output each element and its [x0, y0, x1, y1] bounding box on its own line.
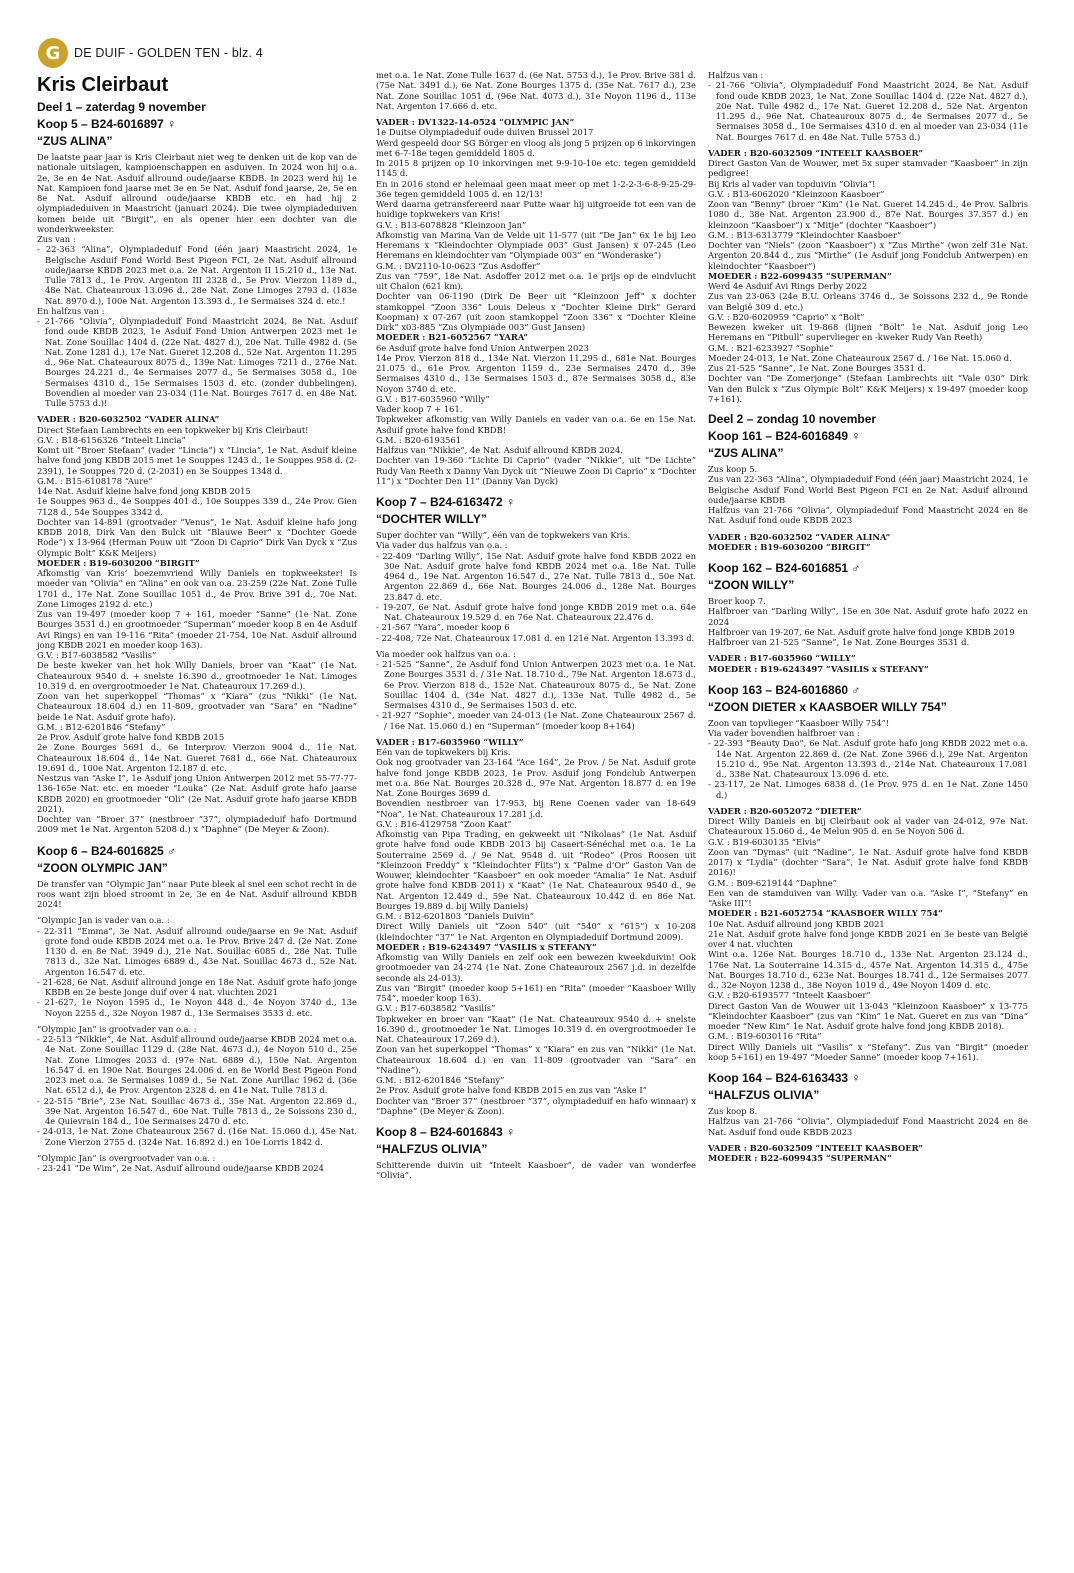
paragraph: 1e Duitse Olympiadeduif oude duiven Brussel 2017: [376, 127, 594, 138]
paragraph: G.M. : B09-6219144 “Daphne”: [708, 877, 837, 888]
paragraph: Zus van “Birgit” (moeder koop 5+161) en “Rita” (moeder “Kaasboer Willy 754”, moeder koop 163).: [376, 982, 696, 1003]
lot-heading: “ZOON WILLY”: [708, 578, 795, 592]
lot-heading: “HALFZUS OLIVIA”: [376, 1142, 488, 1156]
paragraph: G.V. : B17-6035960 “Willy”: [376, 393, 490, 404]
paragraph: Werd daarna getransfereerd naar Putte waar hij uitgroeide tot een van de huidige topkwekers van Kris!: [376, 199, 696, 220]
paragraph: “Olympic Jan” is grootvader van o.a. :: [37, 1023, 197, 1034]
paragraph: Afkomstig van Pipa Trading, en gekweekt uit “Nikolaas” (1e Nat. Asduif grote halve fond oude KBDB 2013 bij Casaert-Sénéchal met o.a. 1e La Souterraine 2569 d. / 9e Nat. 9548 d. uit “Rodeo” (Pros Roosen uit “Kleinzoon Freddy” x “Kleindochter Flits”) x “Palme d’Or” Gaston Van de Wouwer, kleindochter “Kaasboer” en ook moeder “Amalia” 1e Nat. Asduif grote halve fond KBDB 2011) x “Kaat” (1e Nat. Chateauroux 9540 d., 9e Nat. Argenton 12.449 d., 59e Nat. Chateauroux 10.442 d. en 86e Nat. Bourges 19.889 d. bij Willy Daniels): [376, 829, 696, 911]
paragraph: met o.a. 1e Nat. Zone Tulle 1637 d. (6e Nat. 5753 d.), 1e Prov. Brive 381 d. (75e Nat. 3491 d.), 6e Nat. Zone Bourges 1375 d. (35e Nat. 7617 d.), 23e Nat. Zone Souillac 1051 d. (96e Nat. 4073 d.), 31e Noyon 1196 d., 113e Nat. Argenton 17.666 d. etc.: [376, 70, 696, 111]
parent-line: MOEDER : B19-6243497 “VASILIS x STEFANY”: [708, 663, 929, 674]
paragraph: De laatste paar jaar is Kris Cleirbaut niet weg te denken uit de kop van de nationale uitslagen, kampioenschappen en asduiven. In 2024 won hij o.a. 2e, 3e en 4e Nat. Asduif allround oude/jaarse KBDB. In 2023 werd hij 1e Nat. Kampioen fond jaarse met 3e en 5e Nat. Asduif fond jaarse, 2e, 5e en 8e Nat. Asduif allround oude/jaarse KBDB etc. en had hij 2 olympiadeduiven in Maastricht (januari 2024). Die twee olympiadeduiven komen beide uit “Birgit”, en als opener hier een dochter van die wonderkweekster.: [37, 152, 357, 234]
spacer: [37, 835, 357, 841]
paragraph: “Olympic Jan is vader van o.a. :: [37, 915, 170, 926]
lot-heading: Koop 5 – B24-6016897 ♀: [37, 117, 177, 131]
list-item: - 24-013, 1e Nat. Zone Chateauroux 2567 d. (16e Nat. 15.060 d.), 45e Nat. Zone Vierzon 2755 d. (324e Nat. 16.892 d.) en 10e Lorris 1842 d.: [37, 1126, 357, 1147]
paragraph: Direct Willy Daniels uit “Vasilis” x “Stefany”. Zus van “Birgit” (moeder koop 5+161) en 19-497 “Moeder Sanne” (moeder koop 7+161).: [708, 1041, 1028, 1062]
paragraph: De transfer van “Olympic Jan” naar Pute bleek al snel een schot recht in de roos want zijn bloed stroomt in 2e, 3e en 4e Nat. Asduif allround KBDB 2024!: [37, 878, 357, 909]
lot-heading: “ZUS ALINA”: [37, 134, 113, 148]
parent-line: MOEDER : B19-6030200 “BIRGIT”: [37, 557, 200, 568]
list-item: - 21-567 “Yara”, moeder koop 6: [376, 622, 510, 633]
paragraph: Direct Gaston Van de Wouwer uit 13-043 “Kleinzoon Kaasboer” x 13-775 “Kleindochter Kaasboer” (zus van “Kim” 1e Nat. Gueret en zus van “Dina” moeder “New Kim” 1e Nat. Asduif grote halve fond jong KBDB 2018).: [708, 1000, 1028, 1031]
list-item: - 21-766 “Olivia”, Olympiadeduif Fond Maastricht 2024, 8e Nat. Asduif fond oude KBDB 2023, 1e Nat. Zone Souillac 1404 d. (22e Nat. 4827 d.), 20e Nat. Tulle 4982 d., 17e Nat. Gueret 12.208 d., 52e Nat. Argenton 11.295 d., 96e Nat. Chateauroux 8075 d., 4e Sermaises 2077 d., 5e Sermaises 3058 d., 10e Sermaises 4310 d. en al moeder van 23-034 (11e Nat. Bourges 7617 d. en 48e Nat. Tulle 5753 d.): [708, 80, 1028, 142]
paragraph: Nestzus van “Aske I”, 1e Asduif jong Union Antwerpen 2012 met 55-77-77-136-165e Nat. etc. en moeder “Louka” (2e Nat. Asduif grote hafo jaarse KBDB 2020) en grootmoeder “Oli” (2e Nat. Asduif grote hafo jaarse KBDB 2021).: [37, 773, 357, 814]
paragraph: Moeder 24-013, 1e Nat. Zone Chateauroux 2567 d. / 16e Nat. 15.060 d.: [708, 352, 1012, 363]
parent-line: VADER : B20-6032509 “INTEELT KAASBOER”: [708, 1142, 924, 1153]
paragraph: Afkomstig van Kris’ boezemvriend Willy Daniels en topkweekster! Is moeder van “Olivia” en “Alina” en ook van o.a. 23-259 (22e Nat. Zone Tulle 1701 d., 17e Nat. Zone Souillac 1051 d., 4e Prov. Brive 391 d., 70e Nat. Zone Limoges 2192 d. etc.): [37, 568, 357, 609]
paragraph: Afkomstig van Marina Van de Velde uit 11-577 (uit “De Jan” 6x 1e bij Leo Heremans x “Kleindochter Olympiade 003” Gust Jansen) x 07-245 (Leo Heremans en kleindochter van “Olympiade 003” en “Wonderaske”): [376, 229, 696, 261]
parent-line: MOEDER : B19-6030200 “BIRGIT”: [708, 541, 871, 552]
paragraph: Bij Kris al vader van topduivin “Olivia”!: [708, 178, 876, 189]
paragraph: Werd 4e Asduif Avi Rings Derby 2022: [708, 281, 868, 291]
paragraph: 6e Asduif grote halve fond Union Antwerpen 2023: [376, 342, 589, 353]
paragraph: Zus koop 8.: [708, 1106, 758, 1116]
parent-line: VADER : B20-6032502 “VADER ALINA”: [708, 531, 891, 542]
paragraph: G.M. : B13-6313779 “Kleindochter Kaasboer”: [708, 229, 902, 240]
paragraph: Via vader dus halfzus van o.a. :: [376, 540, 508, 551]
paragraph: Werd gespeeld door SG Börger en vloog als jong 5 prijzen op 6 inkorvingen met 6-7-18e tegen gemiddeld 1805 d.: [376, 137, 696, 158]
parent-line: MOEDER : B22-6099435 “SUPERMAN”: [708, 270, 892, 281]
paragraph: Halfzus van 21-766 “Olivia”, Olympiadeduif Fond Maastricht 2024 en 8e Nat. Asduif fond oude KBDB 2023: [708, 1116, 1028, 1137]
paragraph: G.V. : B17-6038582 “Vasilis”: [37, 650, 157, 660]
paragraph: Eén van de topkwekers bij Kris.: [376, 747, 511, 757]
paragraph: Dochter van “Niels” (zoon “Kaasboer”) x “Zus Mirthe” (won zelf 31e Nat. Argenton 20.844 d., zus “Mirthe” (1e Asduif jong Fondclub Antwerpen) en kleindochter “Kaasboer”): [708, 240, 1028, 271]
list-item: - 22-513 “Nikkie”, 4e Nat. Asduif allround oude/jaarse KBDB 2024 met o.a. 4e Nat. Zone Souillac 1129 d. (28e Nat. 4673 d.), 4e Noyon 510 d., 25e Nat. Zone Limoges 2033 d. (97e Nat. 6889 d.), 150e Nat. Argenton 16.547 d. en 190e Nat. Bourges 24.006 d. en 8e World Best Pigeon Fond 2023 met o.a. 3e Sermaises 1089 d., 5e Nat. Zone Aurillac 1962 d. (36e Nat. 6512 d.), 4e Prov. Argenton 2328 d. en 41e Nat. Tulle 7813 d.: [37, 1034, 357, 1096]
paragraph: 1e Souppes 963 d., 4e Souppes 401 d., 10e Souppes 339 d., 24e Prov. Gien 7128 d., 54e Souppes 3342 d.: [37, 496, 357, 517]
paragraph: Zus 21-525 “Sanne”, 1e Nat. Zone Bourges 3531 d.: [708, 363, 926, 373]
paragraph: Zoon van het superkoppel “Thomas” x “Kiara” en zus van “Nikki” (1e Nat. Chateauroux 18.604 d.) en van 11-809 (grootvader van “Sara” en “Nadine”).: [376, 1044, 696, 1075]
lot-heading: Koop 7 – B24-6163472 ♀: [376, 495, 516, 509]
list-item: - 21-766 “Olivia”, Olympiadeduif Fond Maastricht 2024, 8e Nat. Asduif fond oude KBDB 2023, 1e Asduif Fond Union Antwerpen 2023 met 1e Nat. Zone Souillac 1404 d. (22e Nat. 4827 d.), 20e Nat. Tulle 4982 d. (5e Nat. Zone 1281 d.), 17e Nat. Gueret 12.208 d., 52e Nat. Argenton 11.295 d., 96e Nat. Chateauroux 8075 d., 139e Nat. Limoges 7211 d., 276e Nat. Bourges 24.221 d., 4e Sermaises 2077 d., 5e Sermaises 3058 d., 10e Sermaises 4310 d., 15e Sermaises 1503 d. etc. (zonder dubbelingen). Bovendien al moeder van 23-034 (11e Nat. Bourges 7617 d. en 48e Nat. Tulle 5753 d.)!: [37, 316, 357, 408]
paragraph: En in 2016 stond er helemaal geen maat meer op met 1-2-2-3-6-8-9-25-29-36e tegen gemiddeld 1005 d. en 12/13!: [376, 178, 696, 199]
paragraph: Zus van 19-497 (moeder koop 7 + 161, moeder “Sanne” (1e Nat. Zone Bourges 3531 d.) en grootmoeder “Superman” moeder koop 8 en 4e Asduif Avi Rings) en van 19-116 “Rita” (moeder 21-754, 10e Nat. Asduif allround jong KBDB 2021 en moeder koop 163).: [37, 609, 357, 650]
page-header: DE DUIF - GOLDEN TEN - blz. 4: [74, 46, 263, 60]
paragraph: Direct Willy Daniels uit “Zoon 540” (uit “540” x “615”) x 10-208 (kleindochter “37” 1e Nat. Argenton en Olympiadeduif Dortmund 2009).: [376, 921, 696, 942]
paragraph: 14e Nat. Asduif kleine halve fond jong KBDB 2015: [37, 486, 251, 496]
paragraph: G.M. : B15-6108178 “Aure”: [37, 475, 153, 486]
section-heading: Deel 2 – zondag 10 november: [708, 412, 877, 426]
paragraph: G.V. : B16-4129758 “Zoon Kaat”: [376, 818, 512, 829]
spacer: [376, 486, 696, 492]
paragraph: 2e Prov. Asduif grote halve fond KBDB 2015: [37, 732, 225, 742]
paragraph: Dochter van 19-360 “Lichte Di Caprio” (vader “Nikkie”, uit “De Lichte” Rudy Van Reeth x Danny Van Dyck uit “Nieuwe Zoon Di Caprio” x “Dochter 11”) x “Dochter Den 11” (Danny Van Dyck): [376, 455, 696, 486]
list-item: - 22-363 “Alina”, Olympiadeduif Fond (één jaar) Maastricht 2024, 1e Belgische Asduif Fond World Best Pigeon FCI, 2e Nat. Asduif allround oude/jaarse KBDB 2023 met o.a. 2e Nat. Argenton II 15.210 d., 13e Nat. Tulle 7813 d., 1e Prov. Argenton III 2328 d., 5e Prov. Vierzon 1189 d., 48e Nat. Chateauroux 13.096 d., 28e Nat. Zone Limoges 2793 d. (183e Nat. 8970 d.), 100e Nat. Argenton 13.393 d., 1e Sermaises 324 d. etc.!: [37, 244, 357, 306]
parent-line: VADER : DV1322-14-0524 “OLYMPIC JAN”: [376, 117, 575, 127]
paragraph: Afkomstig van Willy Daniels en zelf ook een bewezen kweekduivin! Ook grootmoeder van 24-274 (1e Nat. Zone Chateauroux 2567 j.d. in dezelfde seconde als 24-013).: [376, 952, 696, 983]
paragraph: De beste kweker van het hok Willy Daniels, broer van “Kaat” (1e Nat. Chateauroux 9540 d. + snelste 16.390 d., grootmoeder 1e Nat. Limoges 10.319 d. en overgrootmoeder 1e Nat. Chateauroux 17.269 d.).: [37, 660, 357, 691]
spacer: [376, 1116, 696, 1122]
spacer: [708, 552, 1028, 558]
paragraph: G.V. : B18-6156326 “Inteelt Lincia”: [37, 434, 186, 445]
paragraph: G.M. : B20-6193561: [376, 434, 462, 445]
column-3: [708, 70, 1028, 1163]
lot-heading: Koop 162 – B24-6016851 ♂: [708, 561, 861, 575]
paragraph: Zoon van “Benny” (broer “Kim” (1e Nat. Gueret 14.245 d., 4e Prov. Salbris 1080 d., 38e Nat. Argenton 23.900 d., 87e Nat. Bourges 37.357 d.) en kleinzoon “Kaasboer”) x “Mitje” (dochter “Kaasboer”): [708, 199, 1028, 230]
paragraph: G.M. : B12-6201803 “Daniels Duivin”: [376, 911, 534, 921]
paragraph: G.M. : B19-6030116 “Rita”: [708, 1031, 822, 1042]
list-item: - 23-241 “De Wim”, 2e Nat. Asduif allround oude/jaarse KBDB 2024: [37, 1163, 324, 1173]
paragraph: Direct Stefaan Lambrechts en een topkweker bij Kris Cleirbaut!: [37, 424, 309, 435]
paragraph: Halfbroer van 19-207, 6e Nat. Asduif grote halve fond jonge KBDB 2019: [708, 626, 1015, 637]
lot-heading: “DOCHTER WILLY”: [376, 512, 487, 526]
paragraph: G.V. : B20-6193577 “Inteelt Kaasboer”: [708, 990, 871, 1001]
paragraph: Zoon van het superkoppel “Thomas” x “Kiara” (zus “Nikki” (1e Nat. Chateauroux 18.604 d.) en 11-809, grootvader van “Sara” en “Nadine” beide 1e Nat. Asduif grote hafo).: [37, 691, 357, 722]
parent-line: MOEDER : B21-6052754 “KAASBOER WILLY 754”: [708, 908, 943, 919]
list-item: - 22-393 “Beauty Dao”, 6e Nat. Asduif grote hafo jong KBDB 2022 met o.a. 14e Nat. Argenton 22.869 d. (2e Nat. Zone 3966 d.), 29e Nat. Argenton 15.210 d., 95e Nat. Argenton 13.393 d., 214e Nat. Chateauroux 17.081 d., 338e Nat. Chateauroux 13.096 d. etc.: [708, 738, 1028, 779]
lot-heading: Koop 164 – B24-6163433 ♀: [708, 1071, 861, 1085]
parent-line: VADER : B17-6035960 “WILLY”: [708, 653, 856, 664]
paragraph: Direct Gaston Van de Wouwer, met 5x super stamvader “Kaasboer” in zijn pedigree!: [708, 158, 1028, 179]
paragraph: “Olympic Jan” is overgrootvader van o.a. :: [37, 1152, 216, 1163]
parent-line: VADER : B20-6032509 “INTEELT KAASBOER”: [708, 147, 924, 158]
lot-heading: “ZUS ALINA”: [708, 446, 784, 460]
paragraph: Direct Willy Daniels en bij Cleirbaut ook al vader van 24-012, 97e Nat. Chateauroux 15.060 d., 4e Melun 905 d. en 5e Noyon 506 d.: [708, 816, 1028, 837]
spacer: [708, 404, 1028, 410]
parent-line: VADER : B17-6035960 “WILLY”: [376, 736, 524, 747]
lot-heading: Koop 6 – B24-6016825 ♂: [37, 843, 177, 858]
lot-heading: Koop 161 – B24-6016849 ♀: [708, 429, 861, 443]
paragraph: Komt uit “Broer Stefaan” (vader “Lincia”) x “Lincia”, 1e Nat. Asduif kleine halve fond jong KBDB 2015 met 1e Souppes 1243 d., 1e Souppes 958 d. (2-2391), 1e Souppes 720 d. (2-2031) en 3e Souppes 1348 d.: [37, 445, 357, 476]
paragraph: Halfzus van :: [708, 70, 764, 80]
lot-heading: “ZOON OLYMPIC JAN”: [37, 860, 168, 875]
parent-line: MOEDER : B21-6052567 “YARA”: [376, 332, 529, 343]
paragraph: Schitterende duivin uit “Inteelt Kaasboer”, de vader van wonderfee “Olivia”.: [376, 1160, 696, 1181]
paragraph: Ook nog grootvader van 23-164 “Ace 164”, 2e Prov. / 5e Nat. Asduif grote halve fond jonge KBDB 2023, 1e Prov. Asduif jong Fondclub Antwerpen met o.a. 86e Nat. Bourges 20.328 d., 97e Nat. Argenton 18.877 d. en 19e Nat. Zone Bourges 3699 d.: [376, 757, 696, 798]
list-item: - 22-409 “Darling Willy”, 15e Nat. Asduif grote halve fond KBDB 2022 en 30e Nat. Asduif grote halve fond KBDB 2024 met o.a. 18e Nat. Tulle 4964 d., 19e Nat. Argenton 16.547 d., 27e Nat. Tulle 7813 d., 50e Nat. Argenton 22.869 d., 66e Nat. Bourges 24.006 d., 128e Nat. Bourges 23.847 d. etc.: [376, 550, 696, 602]
paragraph: Via vader bovendien halfbroer van :: [708, 728, 860, 738]
paragraph: G.M. : B12-6201846 “Stefany”: [37, 721, 166, 732]
lot-heading: “ZOON DIETER x KAASBOER WILLY 754”: [708, 699, 947, 714]
paragraph: Dochter van “Broer 37” (nestbroer “37”, olympiadeduif en hafo winnaar) x “Daphne” (De Meyer & Zoon).: [376, 1095, 696, 1116]
lot-heading: Koop 8 – B24-6016843 ♀: [376, 1125, 516, 1139]
paragraph: Zus koop 5.: [708, 464, 758, 474]
parent-line: VADER : B20-6052072 “DIETER”: [708, 805, 862, 816]
paragraph: Topkweker en broer van “Kaat” (1e Nat. Chateauroux 9540 d. + snelste 16.390 d., grootmoeder 1e Nat. Limoges 10.319 d. en overgrootmoeder 1e Nat. Chateauroux 17.269 d.).: [376, 1013, 696, 1044]
paragraph: G.V. : B13-6078828 “Kleinzoon Jan”: [376, 219, 527, 230]
spacer: [708, 674, 1028, 680]
column-2: [376, 70, 696, 1181]
paragraph: In 2015 8 prijzen op 10 inkorvingen met 9-9-10-10e etc. tegen gemiddeld 1145 d.: [376, 158, 696, 179]
masthead: [38, 38, 263, 68]
paragraph: Bovendien nestbroer van 17-953, bij Rene Coenen vader van 18-649 “Noa”, 1e Nat. Chateauroux 17.281 j.d.: [376, 798, 696, 819]
list-item: - 23-117, 2e Nat. Limoges 6838 d. (1e Prov. 975 d. en 1e Nat. Zone 1450 d.): [708, 779, 1028, 800]
paragraph: 21e Nat. Asduif grote halve fond jonge KBDB 2021 en 3e beste van België over 4 nat. vluchten: [708, 928, 1028, 949]
paragraph: Dochter van 14-891 (grootvader “Venus”, 1e Nat. Asduif kleine hafo jong KBDB 2018, Dirk Van den Bulck uit “Blauwe Beer” x “Dochter Goede Rode”) x 13-964 (Herman Pouw uit “Zoon Di Caprio” Dirk Van Dyck x “Zus Olympic Bolt” K&K Meijers): [37, 516, 357, 558]
paragraph: Zus van 22-363 “Alina”, Olympiadeduif Fond (één jaar) Maastricht 2024, 1e Belgische Asduif Fond World Best Pigeon FCI en 2e Nat. Asduif allround oude/jaarse KBDB: [708, 474, 1028, 505]
list-item: - 21-525 “Sanne”, 2e Asduif fond Union Antwerpen 2023 met o.a. 1e Nat. Zone Bourges 3531 d. / 31e Nat. 18.710 d., 79e Nat. Argenton 18.673 d., 6e Prov. Vierzon 818 d., 152e Nat. Chateauroux 8075 d., 5e Nat. Zone Souillac 1404 d. (34e Nat. 4827 d.), 133e Nat. Tulle 4982 d., 5e Sermaises 4310 d., 9e Sermaises 1503 d. etc.: [376, 659, 696, 710]
parent-line: MOEDER : B22-6099435 “SUPERMAN”: [708, 1153, 892, 1163]
lot-heading: “HALFZUS OLIVIA”: [708, 1088, 820, 1102]
paragraph: G.M. : B12-6201846 “Stefany”: [376, 1075, 505, 1085]
paragraph: Halfzus van “Nikkie”, 4e Nat. Asduif allround KBDB 2024.: [376, 445, 624, 455]
paragraph: Een van de stamduiven van Willy. Vader van o.a. “Aske I”, “Stefany” en “Aske III”!: [708, 887, 1028, 908]
paragraph: Bewezen kweker uit 19-868 (lijnen “Bolt” 1e Nat. Asduif jong Leo Heremans en “Pitbull” supervlieger en -kweker Rudy Van Reeth): [708, 322, 1028, 343]
paragraph: Zus van :: [37, 234, 76, 244]
paragraph: Via moeder ook halfzus van o.a. :: [376, 648, 516, 659]
paragraph: Zus van “759”, 18e Nat. Asdoffer 2012 met o.a. 1e prijs op de eindvlucht uit Chalon (621 km).: [376, 270, 696, 291]
paragraph: Zoon van “Dymas” (uit “Nadine”, 1e Nat. Asduif grote halve fond KBDB 2017) x “Lydia” (dochter “Sara”, 1e Nat. Asduif grote halve fond KBDB 2016)!: [708, 846, 1028, 878]
paragraph: Super dochter van “Willy”, één van de topkwekers van Kris.: [376, 530, 631, 540]
paragraph: Halfzus van 21-766 “Olivia”, Olympiadeduif Fond Maastricht 2024 en 8e Nat. Asduif fond oude KBDB 2023: [708, 505, 1028, 526]
paragraph: Dochter van 06-1190 (Dirk De Beer uit “Kleinzoon Jeff” x dochter stamkoppel “Zoon 336” Louis Deleus x “Dochter Kleine Dirk” Gerard Koopman) x 07-267 (uit zoon stamkoppel “Zoon 336” x “Dochter Kleine Dirk” x03-885 “Zus Olympiade 003” Gust Jansen): [376, 291, 696, 332]
paragraph: Wint o.a. 126e Nat. Bourges 18.710 d., 133e Nat. Argenton 23.124 d., 176e Nat. La Souterraine 14.315 d., 457e Nat. Argenton 14.315 d., 475e Nat. Bourges 18.710 d., 623e Nat. Bourges 18.741 d., 12e Sermaises 2077 d., 32e Noyon 1238 d., 38e Noyon 1019 d., 49e Noyon 1409 d. etc.: [708, 949, 1028, 990]
list-item: - 22-408, 72e Nat. Chateauroux 17.081 d. en 121e Nat. Argenton 13.393 d.: [376, 632, 695, 643]
golden-ten-logo-icon: G: [38, 38, 68, 68]
paragraph: Zus van 23-063 (24e B.U. Orleans 3746 d., 3e Soissons 232 d., 9e Ronde van België 309 d. etc.): [708, 291, 1028, 312]
paragraph: Dochter van “Broer 37” (nestbroer “37”, olympiadeduif hafo Dortmund 2009 met 1e Nat. Argenton 5208 d.) x “Daphne” (De Meyer & Zoon).: [37, 814, 357, 835]
list-item: - 19-207, 6e Nat. Asduif grote halve fond jonge KBDB 2019 met o.a. 64e Nat. Chateauroux 19.529 d. en 76e Nat. Chateauroux 22.476 d.: [376, 601, 696, 622]
paragraph: 10e Nat. Asduif allround jong KBDB 2021: [708, 918, 885, 929]
paragraph: G.V. : B20-6020959 “Caprio” x “Bolt”: [708, 311, 865, 322]
paragraph: 14e Prov. Vierzon 818 d., 134e Nat. Vierzon 11.295 d., 681e Nat. Bourges 21.075 d., 61e Prov. Argenton 1159 d., 23e Sermaises 2470 d., 39e Sermaises 4310 d., 13e Sermaises 1503 d., 87e Sermaises 3058 d., 83e Noyon 3740 d. etc.: [376, 352, 696, 394]
paragraph: G.V. : B19-6030135 “Elvis”: [708, 836, 821, 847]
paragraph: 2e Prov. Asduif grote halve fond KBDB 2015 en zus van “Aske I”: [376, 1085, 647, 1096]
author-title: Kris Cleirbaut: [37, 74, 169, 96]
paragraph: En halfzus van :: [37, 305, 105, 316]
list-item: - 21-627, 1e Noyon 1595 d., 1e Noyon 448 d., 4e Noyon 3740 d., 13e Noyon 2255 d., 32e Noyon 1987 d., 13e Sermaises 3533 d. etc.: [37, 997, 357, 1018]
list-item: - 21-927 “Sophie”, moeder van 24-013 (1e Nat. Zone Chateauroux 2567 d. / 16e Nat. 15.060 d.) en “Superman” (moeder koop 8+164): [376, 710, 696, 731]
paragraph: 2e Zone Bourges 5691 d., 6e Interprov. Vierzon 9004 d., 11e Nat. Chateauroux 18.604 d., 14e Nat. Gueret 7681 d., 66e Nat. Chateauroux 19.691 d., 100e Nat. Argenton 12.187 d. etc.: [37, 742, 357, 773]
list-item: - 21-628, 6e Nat. Asduif allround jonge en 18e Nat. Asduif grote hafo jonge KBDB en 2e beste jonge duif over 4 nat. vluchten 2021: [37, 976, 357, 997]
paragraph: Dochter van “De Zomerjonge” (Stefaan Lambrechts uit “Vale 030” Dirk Van den Bulck x “Zus Olympic Bolt” K&K Meijers) x 19-497 (moeder koop 7+161).: [708, 373, 1028, 404]
paragraph: G.M. : B21-6233927 “Sophie”: [708, 342, 834, 353]
paragraph: Halfbroer van “Darling Willy”, 15e en 30e Nat. Asduif grote hafo 2022 en 2024: [708, 606, 1028, 627]
parent-line: MOEDER : B19-6243497 “VASILIS x STEFANY”: [376, 941, 597, 952]
column-1: [37, 70, 357, 1173]
section-heading: Deel 1 – zaterdag 9 november: [37, 100, 206, 114]
paragraph: Broer koop 7.: [708, 596, 766, 606]
paragraph: G.M. : DV2110-10-0623 “Zus Asdoffer”: [376, 260, 541, 271]
paragraph: Halfbroer van 21-525 “Sanne”, 1e Nat. Zone Bourges 3531 d.: [708, 637, 970, 647]
paragraph: Topkweker afkomstig van Willy Daniels en vader van o.a. 6e en 15e Nat. Asduif grote halve fond KBDB!: [376, 414, 696, 435]
paragraph: Zoon van topvlieger “Kaasboer Willy 754”!: [708, 717, 890, 728]
list-item: - 22-311 “Emma”, 3e Nat. Asduif allround oude/jaarse en 9e Nat. Asduif grote fond oude KBDB 2024 met o.a. 1e Prov. Brive 247 d. (2e Nat. Zone 1130 d. en 8e Nat. 3949 d.), 21e Nat. Souillac 6085 d., 28e Nat. Tulle 7813 d., 32e Nat. Limoges 6889 d., 43e Nat. Souillac 4673 d., 52e Nat. Argenton 16.547 d. etc.: [37, 925, 357, 977]
parent-line: VADER : B20-6032502 “VADER ALINA”: [37, 414, 220, 425]
paragraph: G.V. : B17-6038582 “Vasilis”: [376, 1003, 496, 1014]
lot-heading: Koop 163 – B24-6016860 ♂: [708, 682, 861, 697]
spacer: [708, 1062, 1028, 1068]
paragraph: Vader koop 7 + 161.: [376, 404, 463, 414]
paragraph: G.V. : B13-6062020 “Kleinzoon Kaasboer”: [708, 188, 885, 199]
list-item: - 22-515 “Brie”, 23e Nat. Souillac 4673 d., 35e Nat. Argenton 22.869 d., 39e Nat. Argenton 16.547 d., 60e Nat. Tulle 7813 d., 2e Soissons 230 d., 4e Quievrain 184 d., 10e Sermaises 2470 d. etc.: [37, 1095, 357, 1126]
